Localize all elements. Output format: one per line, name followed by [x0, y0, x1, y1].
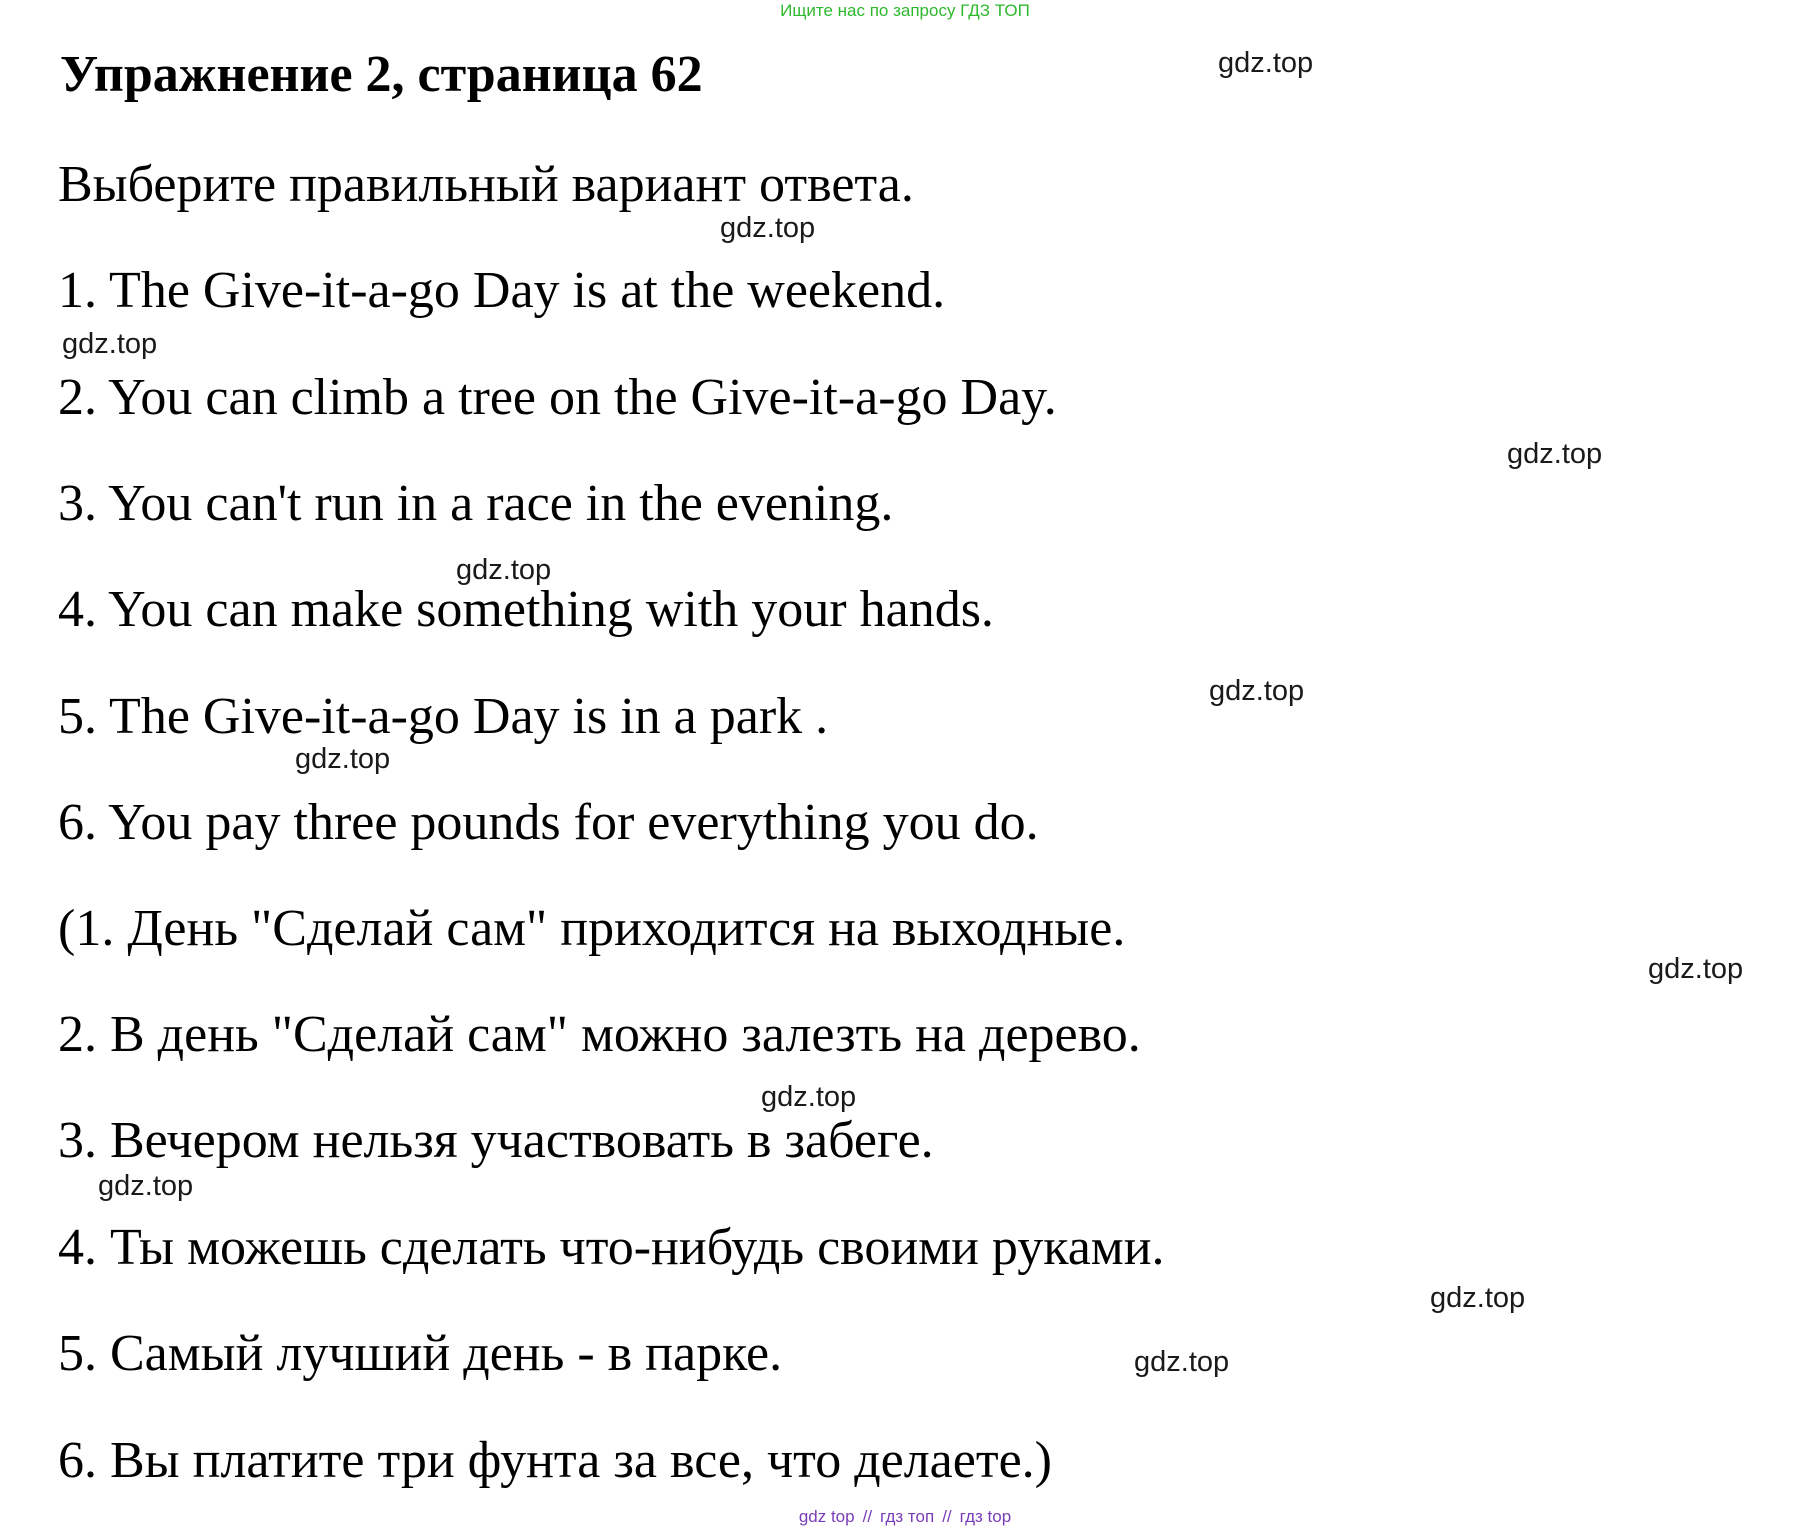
- watermark: gdz.top: [1648, 953, 1744, 985]
- instruction: Выберите правильный вариант ответа.: [58, 156, 914, 213]
- watermark: gdz.top: [761, 1081, 857, 1113]
- footer-separator: //: [862, 1507, 873, 1526]
- english-item-3: 3. You can't run in a race in the evening.: [58, 475, 894, 532]
- page-title: Упражнение 2, страница 62: [60, 46, 703, 103]
- russian-item-1: (1. День "Сделай сам" приходится на выходные.: [58, 900, 1126, 957]
- english-item-4: 4. You can make something with your hands.: [58, 581, 994, 638]
- watermark: gdz.top: [1218, 47, 1314, 79]
- watermark: gdz.top: [1507, 438, 1603, 470]
- watermark: gdz.top: [295, 743, 391, 775]
- russian-item-2: 2. В день "Сделай сам" можно залезть на дерево.: [58, 1006, 1141, 1063]
- english-item-1: 1. The Give-it-a-go Day is at the weekend.: [58, 262, 946, 319]
- russian-item-3: 3. Вечером нельзя участвовать в забеге.: [58, 1112, 934, 1169]
- footer-separator: //: [942, 1507, 952, 1526]
- footer-link-gdz-top-mixed[interactable]: гдз top: [959, 1507, 1012, 1526]
- russian-item-5: 5. Самый лучший день - в парке.: [58, 1325, 783, 1382]
- russian-item-4: 4. Ты можешь сделать что-нибудь своими руками.: [58, 1219, 1165, 1276]
- watermark: gdz.top: [720, 212, 816, 244]
- footer: [0, 1506, 1810, 1528]
- footer-link-gdz-top-ru[interactable]: гдз топ: [880, 1507, 935, 1526]
- watermark: gdz.top: [456, 554, 552, 586]
- english-item-2: 2. You can climb a tree on the Give-it-a-go Day.: [58, 369, 1057, 426]
- watermark: gdz.top: [98, 1170, 194, 1202]
- top-banner[interactable]: Ищите нас по запросу ГДЗ ТОП: [780, 1, 1030, 20]
- watermark: gdz.top: [1430, 1282, 1526, 1314]
- russian-item-6: 6. Вы платите три фунта за все, что делаете.): [58, 1432, 1052, 1489]
- watermark: gdz.top: [1209, 675, 1305, 707]
- watermark: gdz.top: [1134, 1346, 1230, 1378]
- english-item-5: 5. The Give-it-a-go Day is in a park .: [58, 688, 829, 745]
- watermark: gdz.top: [62, 328, 158, 360]
- footer-link-gdz-top[interactable]: gdz top: [798, 1507, 855, 1526]
- english-item-6: 6. You pay three pounds for everything you do.: [58, 794, 1039, 851]
